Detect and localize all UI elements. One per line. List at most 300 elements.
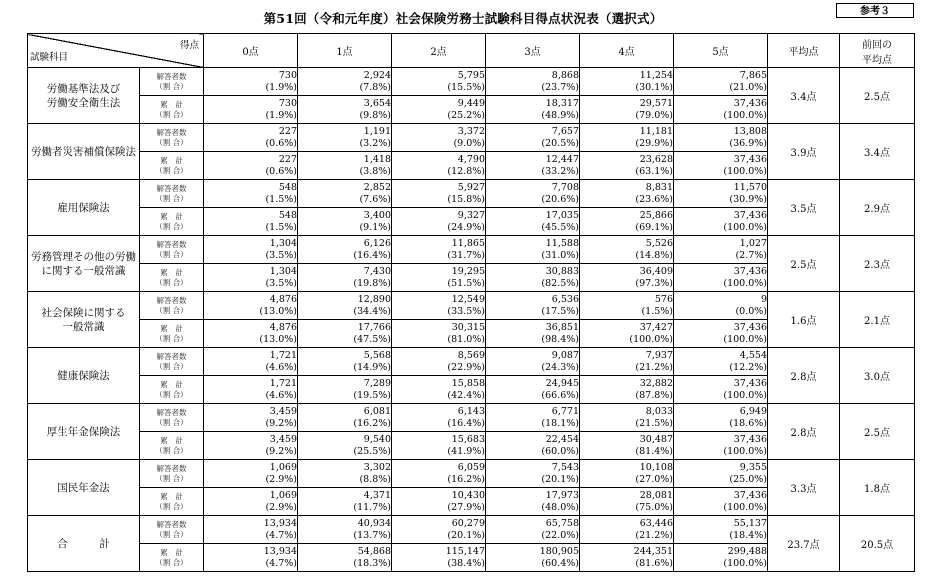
score-cell-0 <box>204 376 298 404</box>
ratio-value: (24.3%) <box>541 361 579 373</box>
score-cell-0 <box>204 460 298 488</box>
cumulative-label-line: （割 合） <box>155 333 188 343</box>
ratio-value: (31.0%) <box>541 249 579 261</box>
count-value: 7,865 <box>739 70 767 81</box>
count-value: 5,927 <box>457 182 485 193</box>
ratio-value: (7.8%) <box>359 81 391 93</box>
cumulative-label <box>140 376 204 404</box>
respondents-label-line: （割 合） <box>155 137 188 147</box>
ratio-value: (9.0%) <box>453 137 485 149</box>
score-cell-4 <box>580 488 674 516</box>
ratio-value: (60.0%) <box>541 445 579 457</box>
count-value: 12,447 <box>545 154 579 165</box>
ratio-value: (21.2%) <box>635 361 673 373</box>
table-row <box>28 404 915 432</box>
ratio-value: (81.6%) <box>635 557 673 569</box>
count-value: 1,721 <box>269 378 297 389</box>
score-cell-0 <box>204 180 298 208</box>
score-cell-5 <box>674 516 768 544</box>
score-cell-1 <box>298 348 392 376</box>
count-value: 7,708 <box>551 182 579 193</box>
ratio-value: (1.9%) <box>265 109 297 121</box>
score-cell-1 <box>298 292 392 320</box>
header-corner-subject: 試験科目 <box>30 52 69 63</box>
cumulative-label <box>140 488 204 516</box>
ratio-value: (25.5%) <box>353 445 391 457</box>
count-value: 37,427 <box>639 322 673 333</box>
ratio-value: (9.2%) <box>265 417 297 429</box>
score-cell-0 <box>204 320 298 348</box>
score-cell-4 <box>580 516 674 544</box>
header-score-0: 0点 <box>204 34 298 68</box>
subject-name-line: 労働者災害補償保険法 <box>31 145 136 158</box>
average-value: 2.8点 <box>768 404 840 460</box>
score-cell-4 <box>580 292 674 320</box>
prev-average-value: 3.4点 <box>840 124 915 180</box>
cumulative-label-line: 累 計 <box>160 379 183 389</box>
ratio-value: (21.5%) <box>635 417 673 429</box>
score-cell-1 <box>298 460 392 488</box>
ratio-value: (27.9%) <box>447 501 485 513</box>
score-cell-4 <box>580 124 674 152</box>
table-row <box>28 68 915 96</box>
count-value: 7,657 <box>551 126 579 137</box>
count-value: 730 <box>278 70 297 81</box>
ratio-value: (21.2%) <box>635 529 673 541</box>
score-cell-0 <box>204 348 298 376</box>
ratio-value: (18.6%) <box>729 417 767 429</box>
score-cell-5 <box>674 348 768 376</box>
subject-name-line: 労務管理その他の労働 <box>31 250 136 263</box>
ratio-value: (45.5%) <box>541 221 579 233</box>
score-cell-3 <box>486 516 580 544</box>
count-value: 17,973 <box>545 490 579 501</box>
ratio-value: (3.8%) <box>359 165 391 177</box>
ratio-value: (15.5%) <box>447 81 485 93</box>
count-value: 6,143 <box>457 406 485 417</box>
header-average: 平均点 <box>768 34 840 68</box>
ratio-value: (20.5%) <box>541 137 579 149</box>
count-value: 8,569 <box>457 350 485 361</box>
ratio-value: (27.0%) <box>635 473 673 485</box>
prev-average-value: 2.1点 <box>840 292 915 348</box>
score-cell-1 <box>298 180 392 208</box>
ratio-value: (16.4%) <box>447 417 485 429</box>
ratio-value: (20.1%) <box>541 473 579 485</box>
ratio-value: (97.3%) <box>635 277 673 289</box>
count-value: 6,126 <box>363 238 391 249</box>
cumulative-label-line: （割 合） <box>155 557 188 567</box>
ratio-value: (12.8%) <box>447 165 485 177</box>
respondents-label-line: 解答者数 <box>156 407 187 417</box>
score-cell-5 <box>674 180 768 208</box>
count-value: 24,945 <box>545 378 579 389</box>
score-cell-4 <box>580 264 674 292</box>
count-value: 19,295 <box>451 266 485 277</box>
ratio-value: (48.9%) <box>541 109 579 121</box>
cumulative-label-line: （割 合） <box>155 501 188 511</box>
ratio-value: (23.7%) <box>541 81 579 93</box>
count-value: 244,351 <box>633 546 673 557</box>
table-row <box>28 516 915 544</box>
subject-name-line: 国民年金法 <box>57 481 110 494</box>
score-cell-4 <box>580 544 674 572</box>
count-value: 13,808 <box>733 126 767 137</box>
table-row <box>28 124 915 152</box>
ratio-value: (30.1%) <box>635 81 673 93</box>
score-cell-2 <box>392 124 486 152</box>
count-value: 55,137 <box>733 518 767 529</box>
ratio-value: (98.4%) <box>541 333 579 345</box>
respondents-label <box>140 68 204 96</box>
count-value: 3,654 <box>363 98 391 109</box>
count-value: 7,937 <box>645 350 673 361</box>
score-cell-2 <box>392 432 486 460</box>
count-value: 299,488 <box>727 546 767 557</box>
count-value: 7,430 <box>363 266 391 277</box>
count-value: 5,526 <box>645 238 673 249</box>
score-cell-4 <box>580 348 674 376</box>
ratio-value: (100.0%) <box>723 109 767 121</box>
respondents-label <box>140 236 204 264</box>
header-score-3: 3点 <box>486 34 580 68</box>
score-cell-4 <box>580 208 674 236</box>
count-value: 4,790 <box>457 154 485 165</box>
score-cell-2 <box>392 516 486 544</box>
respondents-label-line: （割 合） <box>155 529 188 539</box>
score-cell-1 <box>298 320 392 348</box>
ratio-value: (63.1%) <box>635 165 673 177</box>
score-cell-2 <box>392 180 486 208</box>
count-value: 5,795 <box>457 70 485 81</box>
score-cell-2 <box>392 264 486 292</box>
cumulative-label-line: 累 計 <box>160 99 183 109</box>
count-value: 30,487 <box>639 434 673 445</box>
table-row <box>28 292 915 320</box>
count-value: 9,327 <box>457 210 485 221</box>
count-value: 548 <box>278 182 297 193</box>
subject-name-line: 雇用保険法 <box>57 201 110 214</box>
score-cell-1 <box>298 544 392 572</box>
ratio-value: (3.5%) <box>265 277 297 289</box>
score-cell-3 <box>486 264 580 292</box>
ratio-value: (81.4%) <box>635 445 673 457</box>
page-title: 第51回（令和元年度）社会保険労務士試験科目得点状況表（選択式） <box>263 11 663 26</box>
average-value: 3.5点 <box>768 180 840 236</box>
ratio-value: (20.1%) <box>447 529 485 541</box>
score-cell-3 <box>486 68 580 96</box>
table-body <box>28 68 915 572</box>
ratio-value: (2.9%) <box>265 473 297 485</box>
header-prev-average-line2: 平均点 <box>862 54 892 66</box>
subject-name <box>28 236 140 292</box>
count-value: 60,279 <box>451 518 485 529</box>
ratio-value: (19.5%) <box>353 389 391 401</box>
subject-name <box>28 348 140 404</box>
table-row <box>28 236 915 264</box>
score-cell-0 <box>204 516 298 544</box>
prev-average-value: 20.5点 <box>840 516 915 572</box>
count-value: 11,588 <box>545 238 579 249</box>
cumulative-label-line: （割 合） <box>155 221 188 231</box>
score-cell-2 <box>392 236 486 264</box>
score-cell-4 <box>580 236 674 264</box>
ratio-value: (13.0%) <box>259 333 297 345</box>
count-value: 7,289 <box>363 378 391 389</box>
ratio-value: (9.1%) <box>359 221 391 233</box>
ratio-value: (9.2%) <box>265 445 297 457</box>
cumulative-label <box>140 432 204 460</box>
cumulative-label <box>140 544 204 572</box>
score-cell-5 <box>674 292 768 320</box>
score-cell-1 <box>298 264 392 292</box>
count-value: 3,372 <box>457 126 485 137</box>
score-cell-5 <box>674 236 768 264</box>
score-cell-3 <box>486 124 580 152</box>
score-cell-2 <box>392 152 486 180</box>
subject-name <box>28 68 140 124</box>
count-value: 1,069 <box>269 462 297 473</box>
ratio-value: (81.0%) <box>447 333 485 345</box>
count-value: 29,571 <box>639 98 673 109</box>
score-cell-0 <box>204 68 298 96</box>
cumulative-label <box>140 96 204 124</box>
ratio-value: (3.5%) <box>265 249 297 261</box>
score-cell-2 <box>392 376 486 404</box>
ratio-value: (82.5%) <box>541 277 579 289</box>
subject-name <box>28 516 140 572</box>
respondents-label-line: 解答者数 <box>156 295 187 305</box>
score-cell-4 <box>580 320 674 348</box>
score-cell-1 <box>298 208 392 236</box>
score-cell-4 <box>580 460 674 488</box>
count-value: 1,069 <box>269 490 297 501</box>
cumulative-label-line: （割 合） <box>155 389 188 399</box>
score-cell-5 <box>674 264 768 292</box>
ratio-value: (25.2%) <box>447 109 485 121</box>
ratio-value: (14.9%) <box>353 361 391 373</box>
score-cell-2 <box>392 68 486 96</box>
ratio-value: (4.7%) <box>265 557 297 569</box>
score-cell-0 <box>204 236 298 264</box>
count-value: 3,302 <box>363 462 391 473</box>
score-cell-5 <box>674 460 768 488</box>
score-cell-4 <box>580 180 674 208</box>
count-value: 9,449 <box>457 98 485 109</box>
cumulative-label-line: （割 合） <box>155 109 188 119</box>
score-cell-4 <box>580 376 674 404</box>
score-cell-1 <box>298 516 392 544</box>
score-cell-5 <box>674 208 768 236</box>
ratio-value: (22.0%) <box>541 529 579 541</box>
ratio-value: (30.9%) <box>729 193 767 205</box>
count-value: 10,108 <box>639 462 673 473</box>
count-value: 6,059 <box>457 462 485 473</box>
count-value: 13,934 <box>263 546 297 557</box>
ratio-value: (25.0%) <box>729 473 767 485</box>
score-cell-0 <box>204 544 298 572</box>
ratio-value: (79.0%) <box>635 109 673 121</box>
ratio-value: (18.1%) <box>541 417 579 429</box>
score-cell-0 <box>204 96 298 124</box>
ratio-value: (0.0%) <box>735 305 767 317</box>
score-cell-3 <box>486 348 580 376</box>
score-cell-1 <box>298 68 392 96</box>
count-value: 17,766 <box>357 322 391 333</box>
score-cell-4 <box>580 152 674 180</box>
score-cell-0 <box>204 404 298 432</box>
ratio-value: (24.9%) <box>447 221 485 233</box>
count-value: 37,436 <box>733 210 767 221</box>
count-value: 4,554 <box>739 350 767 361</box>
ratio-value: (16.2%) <box>447 473 485 485</box>
subject-name-line: 健康保険法 <box>57 369 110 382</box>
score-cell-1 <box>298 152 392 180</box>
cumulative-label-line: 累 計 <box>160 491 183 501</box>
ratio-value: (100.0%) <box>723 557 767 569</box>
prev-average-value: 2.3点 <box>840 236 915 292</box>
cumulative-label-line: 累 計 <box>160 435 183 445</box>
respondents-label-line: 解答者数 <box>156 239 187 249</box>
ratio-value: (18.3%) <box>353 557 391 569</box>
ratio-value: (100.0%) <box>723 445 767 457</box>
score-cell-5 <box>674 152 768 180</box>
ratio-value: (100.0%) <box>723 165 767 177</box>
average-value: 1.6点 <box>768 292 840 348</box>
ratio-value: (69.1%) <box>635 221 673 233</box>
score-cell-0 <box>204 292 298 320</box>
average-value: 3.9点 <box>768 124 840 180</box>
cumulative-label <box>140 152 204 180</box>
count-value: 6,949 <box>739 406 767 417</box>
count-value: 9,540 <box>363 434 391 445</box>
ratio-value: (17.5%) <box>541 305 579 317</box>
ratio-value: (51.5%) <box>447 277 485 289</box>
ratio-value: (36.9%) <box>729 137 767 149</box>
reference-label: 参考３ <box>836 3 914 18</box>
score-cell-0 <box>204 264 298 292</box>
cumulative-label <box>140 264 204 292</box>
count-value: 6,536 <box>551 294 579 305</box>
score-cell-5 <box>674 320 768 348</box>
cumulative-label-line: 累 計 <box>160 267 183 277</box>
count-value: 18,317 <box>545 98 579 109</box>
count-value: 11,254 <box>639 70 673 81</box>
cumulative-label-line: 累 計 <box>160 211 183 221</box>
cumulative-label-line: （割 合） <box>155 165 188 175</box>
header-score-4: 4点 <box>580 34 674 68</box>
count-value: 227 <box>278 154 297 165</box>
score-cell-3 <box>486 180 580 208</box>
count-value: 2,924 <box>363 70 391 81</box>
header-prev-average-line1: 前回の <box>862 39 892 51</box>
ratio-value: (9.8%) <box>359 109 391 121</box>
count-value: 8,831 <box>645 182 673 193</box>
ratio-value: (20.6%) <box>541 193 579 205</box>
ratio-value: (100.0%) <box>723 389 767 401</box>
table-row <box>28 348 915 376</box>
count-value: 30,883 <box>545 266 579 277</box>
score-cell-3 <box>486 460 580 488</box>
score-cell-5 <box>674 544 768 572</box>
score-cell-4 <box>580 96 674 124</box>
respondents-label-line: （割 合） <box>155 361 188 371</box>
respondents-label <box>140 292 204 320</box>
count-value: 12,890 <box>357 294 391 305</box>
ratio-value: (18.4%) <box>729 529 767 541</box>
ratio-value: (2.7%) <box>735 249 767 261</box>
score-cell-4 <box>580 404 674 432</box>
subject-name-line: に関する一般常識 <box>41 264 126 277</box>
score-cell-1 <box>298 376 392 404</box>
count-value: 1,418 <box>363 154 391 165</box>
ratio-value: (4.6%) <box>265 389 297 401</box>
ratio-value: (42.4%) <box>447 389 485 401</box>
ratio-value: (11.7%) <box>353 501 391 513</box>
ratio-value: (38.4%) <box>447 557 485 569</box>
count-value: 3,459 <box>269 406 297 417</box>
count-value: 3,459 <box>269 434 297 445</box>
header-corner <box>28 34 204 68</box>
ratio-value: (4.6%) <box>265 361 297 373</box>
count-value: 1,304 <box>269 266 297 277</box>
subject-name-line: 労働安全衛生法 <box>46 96 121 109</box>
count-value: 37,436 <box>733 434 767 445</box>
count-value: 115,147 <box>445 546 485 557</box>
average-value: 2.5点 <box>768 236 840 292</box>
ratio-value: (100.0%) <box>723 333 767 345</box>
ratio-value: (1.9%) <box>265 81 297 93</box>
count-value: 54,868 <box>357 546 391 557</box>
score-cell-5 <box>674 404 768 432</box>
score-cell-3 <box>486 292 580 320</box>
score-cell-3 <box>486 404 580 432</box>
respondents-label <box>140 516 204 544</box>
respondents-label <box>140 460 204 488</box>
score-cell-3 <box>486 236 580 264</box>
subject-name-line: 社会保険に関する <box>41 306 126 319</box>
subject-name-line: 一般常識 <box>62 320 105 333</box>
score-cell-3 <box>486 152 580 180</box>
header-score-2: 2点 <box>392 34 486 68</box>
ratio-value: (14.8%) <box>635 249 673 261</box>
header-score-1: 1点 <box>298 34 392 68</box>
respondents-label-line: （割 合） <box>155 417 188 427</box>
count-value: 576 <box>654 294 673 305</box>
count-value: 10,430 <box>451 490 485 501</box>
cumulative-label-line: （割 合） <box>155 445 188 455</box>
count-value: 227 <box>278 126 297 137</box>
header-row <box>28 34 915 68</box>
score-cell-0 <box>204 208 298 236</box>
ratio-value: (8.8%) <box>359 473 391 485</box>
cumulative-label-line: （割 合） <box>155 277 188 287</box>
count-value: 9 <box>760 294 767 305</box>
count-value: 3,400 <box>363 210 391 221</box>
score-cell-2 <box>392 320 486 348</box>
score-cell-5 <box>674 96 768 124</box>
count-value: 9,087 <box>551 350 579 361</box>
score-cell-5 <box>674 68 768 96</box>
subject-name <box>28 404 140 460</box>
prev-average-value: 2.5点 <box>840 404 915 460</box>
subject-name <box>28 460 140 516</box>
score-cell-5 <box>674 376 768 404</box>
average-value: 2.8点 <box>768 348 840 404</box>
count-value: 28,081 <box>639 490 673 501</box>
score-cell-3 <box>486 96 580 124</box>
respondents-label-line: 解答者数 <box>156 127 187 137</box>
